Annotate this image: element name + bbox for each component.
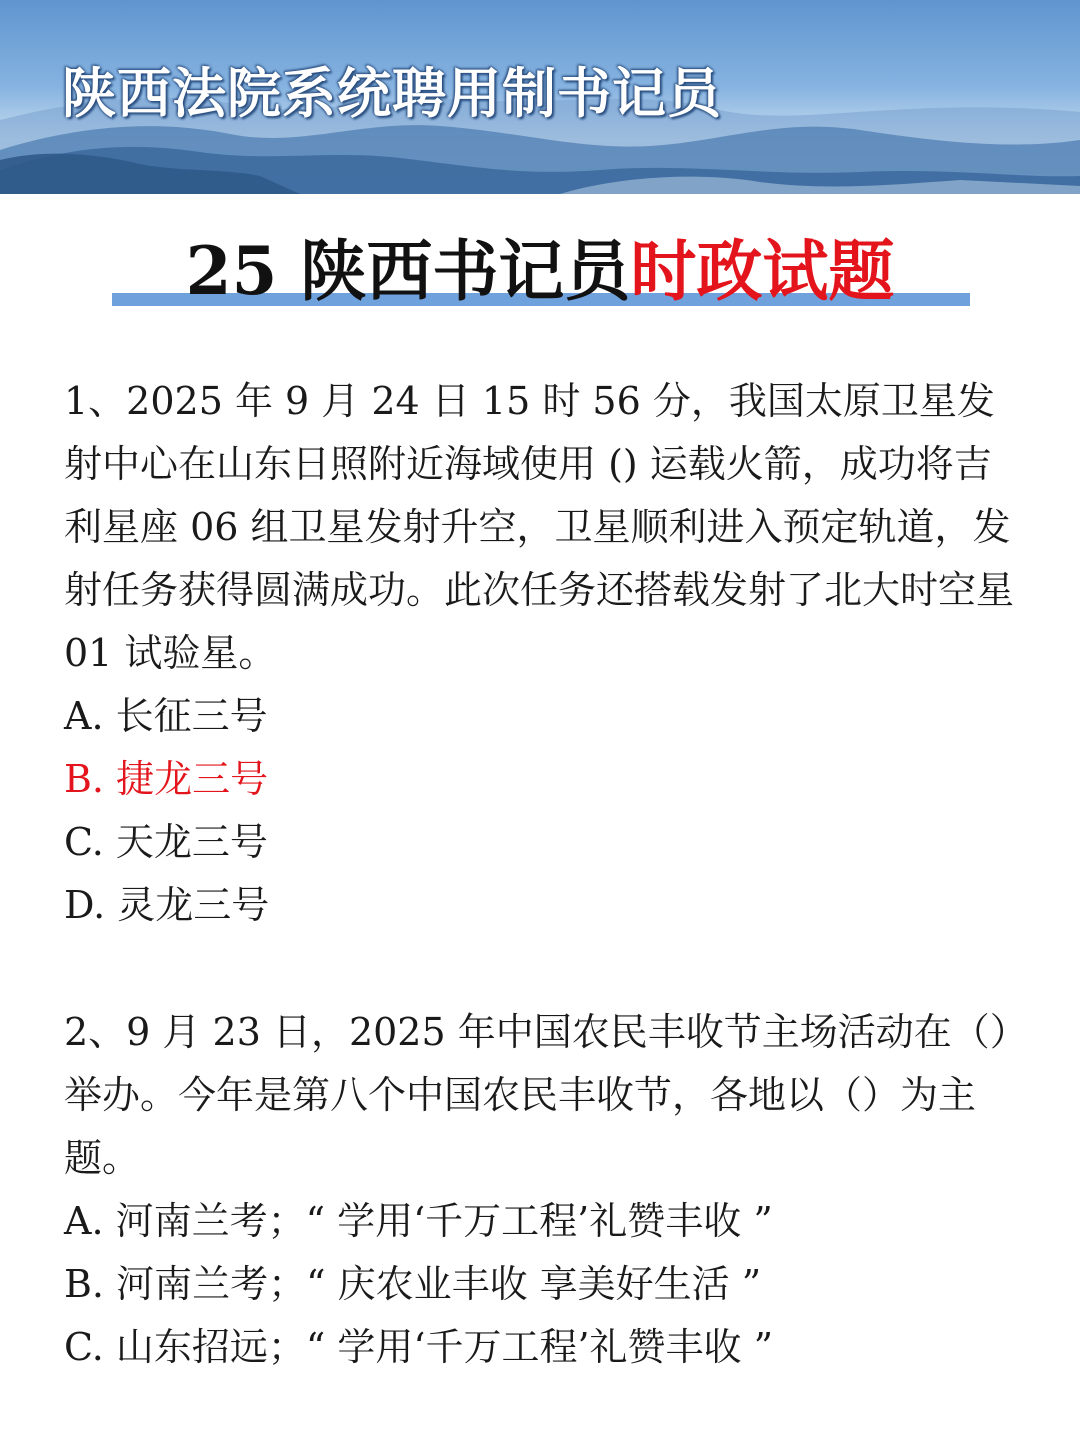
question-2-option-b: B. 河南兰考；“ 庆农业丰收 享美好生活 ” (64, 1262, 762, 1306)
header-banner (0, 0, 1080, 194)
page-title-highlight: 时政试题 (630, 232, 895, 310)
question-2-option-a: A. 河南兰考；“ 学用‘千万工程’礼赞丰收 ” (64, 1199, 773, 1243)
question-2-option-c: C. 山东招远；“ 学用‘千万工程’礼赞丰收 ” (64, 1325, 774, 1369)
question-2-stem: 2、9 月 23 日，2025 年中国农民丰收节主场活动在（）举办。今年是第八个中国农民丰收节，各地以（）为主题。 (64, 1010, 1009, 1180)
question-2 (64, 1001, 1024, 1379)
page-title-main: 25 陕西书记员 (185, 232, 631, 310)
question-list (64, 370, 1024, 1379)
question-1-option-b-correct: B. 捷龙三号 (64, 757, 269, 801)
banner-title: 陕西法院系统聘用制书记员 (62, 62, 722, 125)
question-1-option-d: D. 灵龙三号 (64, 883, 270, 927)
page-heading-block (0, 228, 1080, 318)
question-1-option-a: A. 长征三号 (64, 694, 268, 738)
question-spacer (64, 937, 1024, 1001)
question-1 (64, 370, 1024, 937)
page-title (0, 228, 1080, 314)
question-1-stem: 1、2025 年 9 月 24 日 15 时 56 分，我国太原卫星发射中心在山东日照附近海域使用 () 运载火箭，成功将吉利星座 06 组卫星发射升空，卫星顺利进入预定轨道，发射任务获得圆满成功。此次任务还搭载发射了北大时空星 01 试验星。 (64, 379, 1015, 675)
question-1-option-c: C. 天龙三号 (64, 820, 268, 864)
